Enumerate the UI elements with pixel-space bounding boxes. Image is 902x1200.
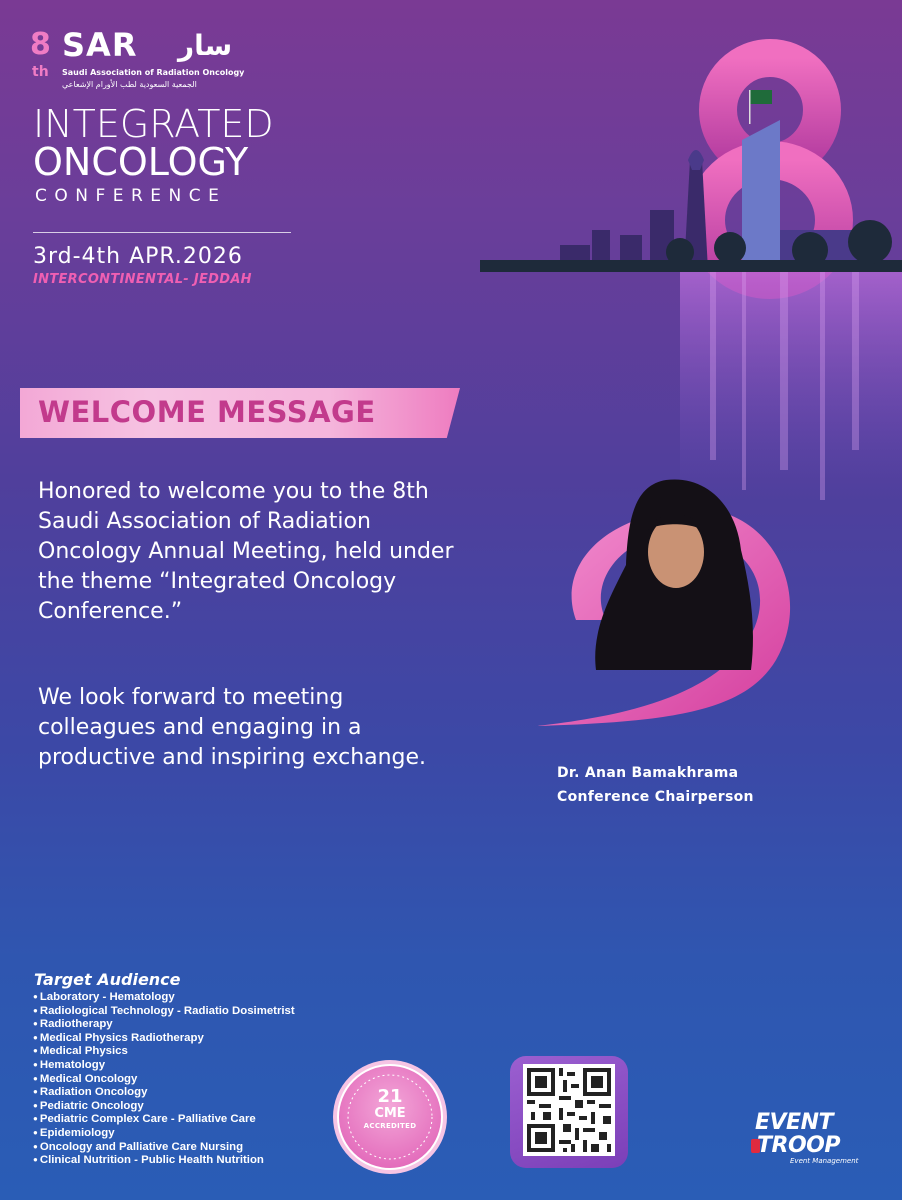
audience-list xyxy=(33,991,295,1168)
list-item: ● Pediatric Oncology xyxy=(33,1100,295,1114)
logo-org-name-en: Saudi Association of Radiation Oncology xyxy=(62,68,245,77)
title-divider xyxy=(33,232,291,233)
organizer-tagline: Event Management xyxy=(790,1157,859,1165)
list-item: ● Radiation Oncology xyxy=(33,1086,295,1100)
cme-badge-sub: ACCREDITED xyxy=(363,1122,417,1130)
conference-title-line2: ONCOLOGY xyxy=(33,140,249,184)
logo-arabic-abbr: سار xyxy=(178,29,233,62)
speaker-photo xyxy=(536,470,806,740)
list-item: ● Radiotherapy xyxy=(33,1018,295,1032)
cme-badge-label: CME xyxy=(374,1106,406,1121)
city-skyline-illustration xyxy=(480,20,902,500)
list-item: ● Hematology xyxy=(33,1059,295,1073)
list-item: ● Pediatric Complex Care - Palliative Care xyxy=(33,1113,295,1127)
organizer-logo-line1: EVENT xyxy=(755,1110,834,1135)
conference-title-line3: CONFERENCE xyxy=(35,186,227,206)
list-item: ● Laboratory - Hematology xyxy=(33,991,295,1005)
list-item: ● Oncology and Palliative Care Nursing xyxy=(33,1141,295,1155)
list-item: ● Medical Physics xyxy=(33,1045,295,1059)
qr-code-icon[interactable] xyxy=(523,1064,615,1156)
conference-title-line1: INTEGRATED xyxy=(33,102,274,146)
speaker-name: Dr. Anan Bamakhrama xyxy=(557,765,739,781)
logo-org-name-ar: الجمعية السعودية لطب الأورام الإشعاعي xyxy=(62,80,197,89)
cme-badge-number: 21 xyxy=(377,1086,403,1107)
conference-venue: INTERCONTINENTAL- JEDDAH xyxy=(33,272,252,287)
list-item: ● Clinical Nutrition - Public Health Nutrition xyxy=(33,1154,295,1168)
logo-edition-number: 8 xyxy=(30,27,51,62)
welcome-paragraph-1: Honored to welcome you to the 8th Saudi Association of Radiation Oncology Annual Meeting, held under the theme “Integrated Oncology Conference.” xyxy=(38,479,454,624)
speaker-role: Conference Chairperson xyxy=(557,789,754,805)
organizer-logo-line2: TROOP xyxy=(757,1133,840,1158)
logo-edition-suffix: th xyxy=(32,64,49,80)
list-item: ● Epidemiology xyxy=(33,1127,295,1141)
sar-logo xyxy=(30,28,280,98)
list-item: ● Radiological Technology - Radiatio Dosimetrist xyxy=(33,1005,295,1019)
speaker-silhouette xyxy=(595,479,753,670)
list-item: ● Medical Oncology xyxy=(33,1073,295,1087)
audience-title: Target Audience xyxy=(34,970,181,989)
welcome-paragraph-2: We look forward to meeting colleagues and engaging in a productive and inspiring exchange. xyxy=(38,685,427,770)
conference-dates: 3rd-4th APR.2026 xyxy=(33,244,243,269)
welcome-heading: WELCOME MESSAGE xyxy=(38,395,376,429)
logo-abbr: SAR xyxy=(62,26,138,64)
list-item: ● Medical Physics Radiotherapy xyxy=(33,1032,295,1046)
